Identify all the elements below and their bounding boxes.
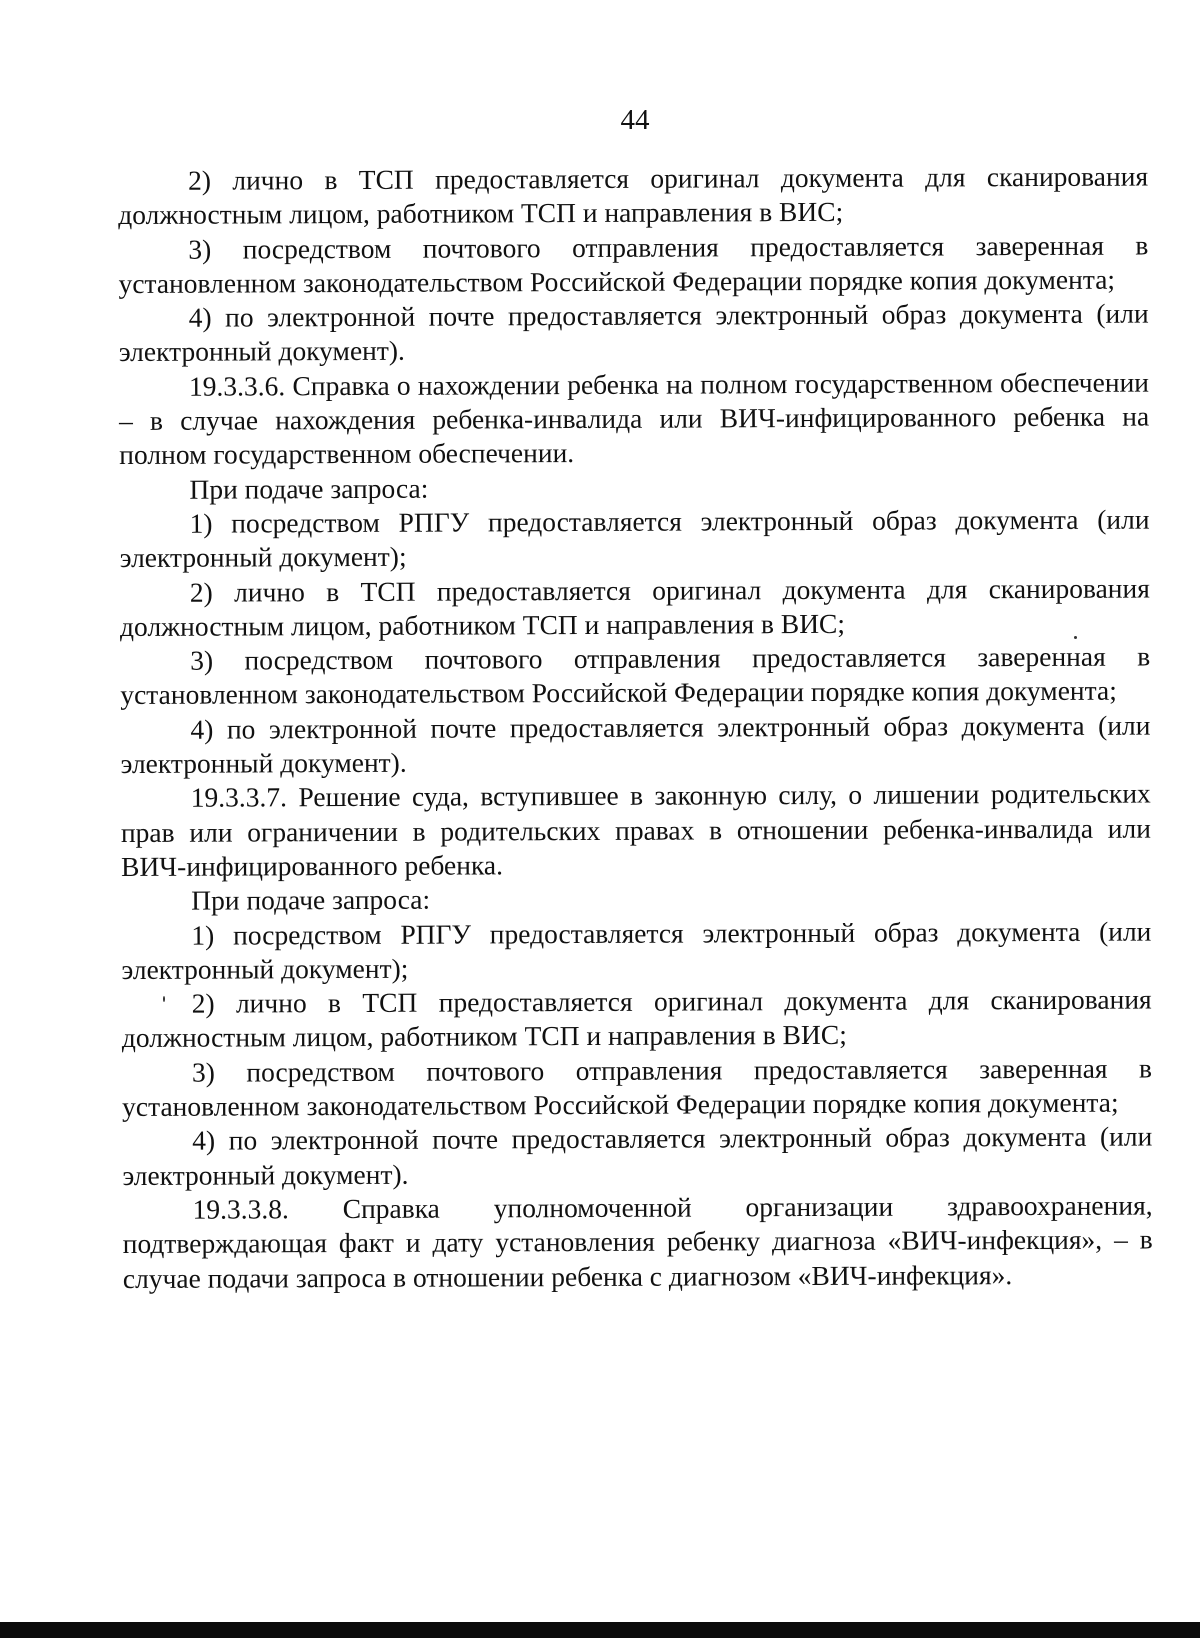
paragraph-item-3-post: 3) посредством почтового отправления предоставляется заверенная в установленном законодательством Российской Федерации порядке копия документа;	[118, 229, 1149, 299]
scan-edge-bar	[0, 1622, 1200, 1638]
paragraph-item-4-email: 4) по электронной почте предоставляется электронный образ документа (или электронный документ).	[118, 297, 1149, 368]
paragraph-item-4-email: 4) по электронной почте предоставляется электронный образ документа (или электронный документ).	[120, 709, 1151, 780]
paragraph-request-intro: При подаче запроса:	[191, 883, 431, 916]
document-body	[118, 160, 1153, 1296]
paragraph-section-19-3-3-8: 19.3.3.8. Справка уполномоченной организации здравоохранения, подтверждающая факт и дату установления ребенку диагноза «ВИЧ-инфекция», – в случае подачи запроса в отношении ребенка с диагнозом «ВИЧ-инфекция».	[122, 1189, 1153, 1294]
paragraph-item-2-in-person: 2) лично в ТСП предоставляется оригинал документа для сканирования должностным лицом, работником ТСП и направления в ВИС;	[119, 572, 1150, 642]
paragraph-section-19-3-3-6: 19.3.3.6. Справка о нахождении ребенка на полном государственном обеспечении – в случае нахождения ребенка-инвалида или ВИЧ-инфицированного ребенка на полном государственном обеспечении.	[119, 366, 1150, 471]
paragraph-item-3-post: 3) посредством почтового отправления предоставляется заверенная в установленном законодательством Российской Федерации порядке копия документа;	[120, 640, 1151, 711]
paragraph-item-1-rpgu: 1) посредством РПГУ предоставляется электронный образ документа (или электронный документ);	[121, 915, 1152, 985]
paragraph-item-1-rpgu: 1) посредством РПГУ предоставляется электронный образ документа (или электронный документ);	[119, 503, 1150, 574]
paragraph-item-2-in-person: 2) лично в ТСП предоставляется оригинал документа для сканирования должностным лицом, работником ТСП и направления в ВИС;	[121, 983, 1152, 1054]
paragraph-section-19-3-3-7: 19.3.3.7. Решение суда, вступившее в законную силу, о лишении родительских прав или ограничении в родительских правах в отношении ребенка-инвалида или ВИЧ-инфицированного ребенка.	[120, 777, 1151, 882]
scan-speck	[1074, 636, 1077, 639]
paragraph-item-2-in-person: 2) лично в ТСП предоставляется оригинал документа для сканирования должностным лицом, работником ТСП и направления в ВИС;	[118, 160, 1149, 231]
paragraph-item-4-email: 4) по электронной почте предоставляется электронный образ документа (или электронный документ).	[122, 1120, 1153, 1191]
paragraph-item-3-post: 3) посредством почтового отправления предоставляется заверенная в установленном законодательством Российской Федерации порядке копия документа;	[122, 1052, 1153, 1123]
scan-speck	[163, 996, 165, 1002]
paragraph-request-intro: При подаче запроса:	[189, 472, 429, 505]
page-number: 44	[620, 104, 650, 136]
